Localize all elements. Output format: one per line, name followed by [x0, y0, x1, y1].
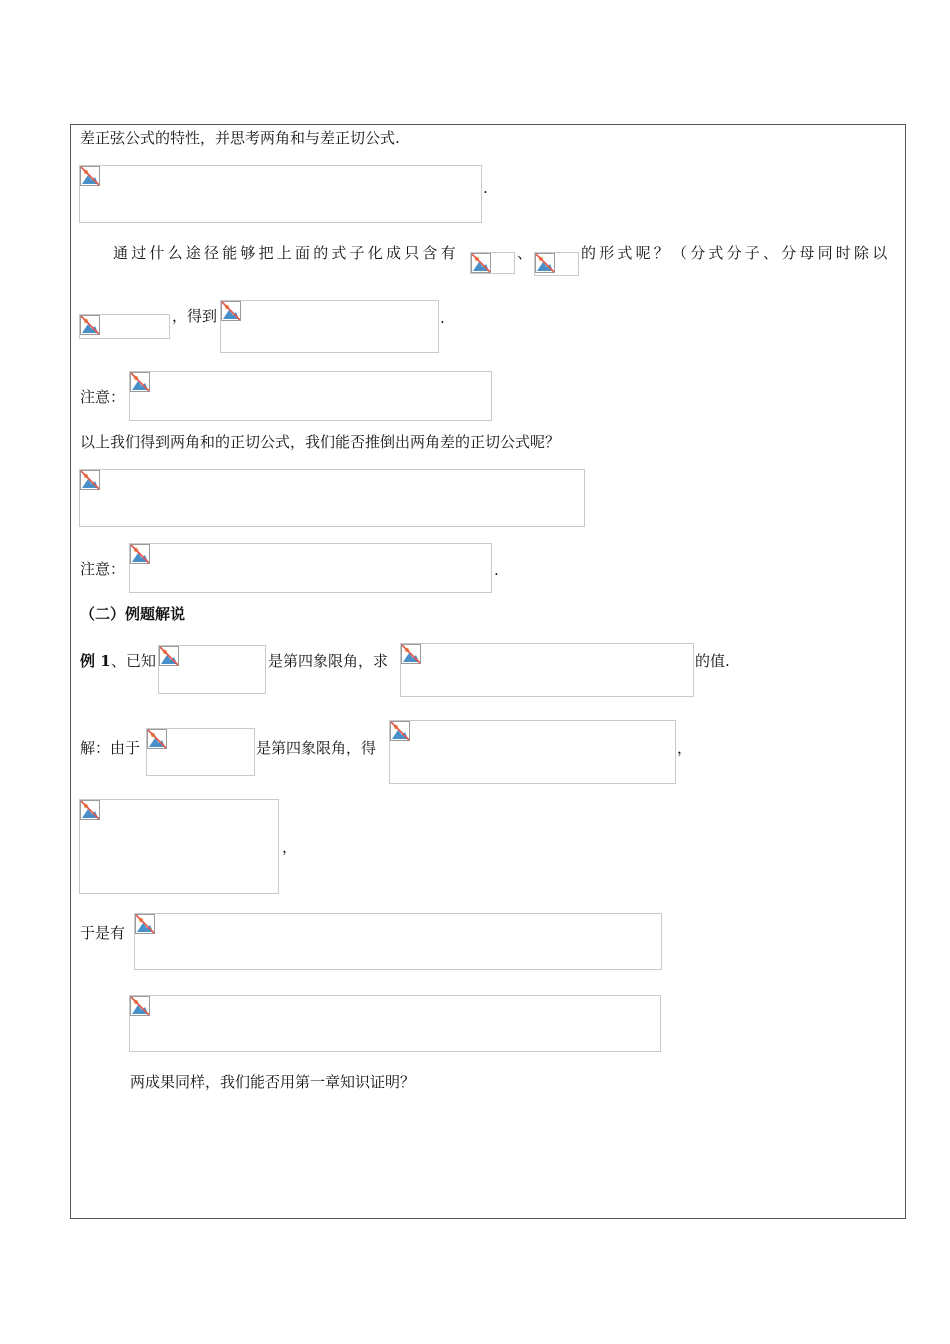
example-text: 、已知 [111, 652, 157, 670]
example-label: 例 1 [80, 652, 111, 670]
broken-image-icon [130, 996, 150, 1016]
comma: ， [282, 838, 298, 856]
formula-image [158, 645, 266, 694]
question-text: 的形式呢？（分式分子、分母同时除以 [581, 244, 891, 262]
formula-image [129, 543, 492, 593]
broken-image-icon [80, 800, 100, 820]
formula-image [79, 314, 170, 339]
formula-image [146, 728, 255, 776]
formula-image [470, 252, 515, 274]
example-text: 的值. [695, 652, 730, 670]
broken-image-icon [535, 253, 555, 273]
broken-image-icon [159, 646, 179, 666]
formula-image [79, 799, 279, 894]
broken-image-icon [221, 301, 241, 321]
sub-question-text: 以上我们得到两角和的正切公式，我们能否推倒出两角差的正切公式呢？ [80, 433, 561, 451]
question-text: ，得到 [172, 307, 218, 325]
intro-text: 差正弦公式的特性，并思考两角和与差正切公式. [80, 129, 400, 147]
broken-image-icon [147, 729, 167, 749]
formula-image [220, 300, 439, 353]
section-title: （二）例题解说 [80, 605, 186, 623]
final-question: 两成果同样，我们能否用第一章知识证明？ [130, 1073, 416, 1091]
formula-image [129, 371, 492, 421]
solution-text: 是第四象限角，得 [256, 739, 377, 757]
formula-image [79, 165, 482, 223]
formula-image [534, 252, 579, 276]
solution-text: 解：由于 [80, 739, 141, 757]
broken-image-icon [80, 470, 100, 490]
broken-image-icon [130, 372, 150, 392]
formula-image [400, 643, 694, 697]
broken-image-icon [80, 166, 100, 186]
thus-label: 于是有 [80, 924, 126, 942]
formula-image [389, 720, 676, 784]
question-text: 通过什么途径能够把上面的式子化成只含有 [113, 244, 459, 262]
formula-image [129, 995, 661, 1052]
broken-image-icon [471, 253, 491, 273]
example-text: 是第四象限角，求 [268, 652, 389, 670]
formula-image [79, 469, 585, 527]
period: . [440, 309, 445, 327]
separator: 、 [517, 244, 533, 262]
formula-image [134, 913, 662, 970]
broken-image-icon [390, 721, 410, 741]
comma: ， [677, 739, 693, 757]
broken-image-icon [135, 914, 155, 934]
broken-image-icon [130, 544, 150, 564]
note-label: 注意： [80, 388, 126, 406]
broken-image-icon [401, 644, 421, 664]
period: . [483, 179, 488, 197]
note-label: 注意： [80, 560, 126, 578]
broken-image-icon [80, 315, 100, 335]
period: . [494, 561, 499, 579]
